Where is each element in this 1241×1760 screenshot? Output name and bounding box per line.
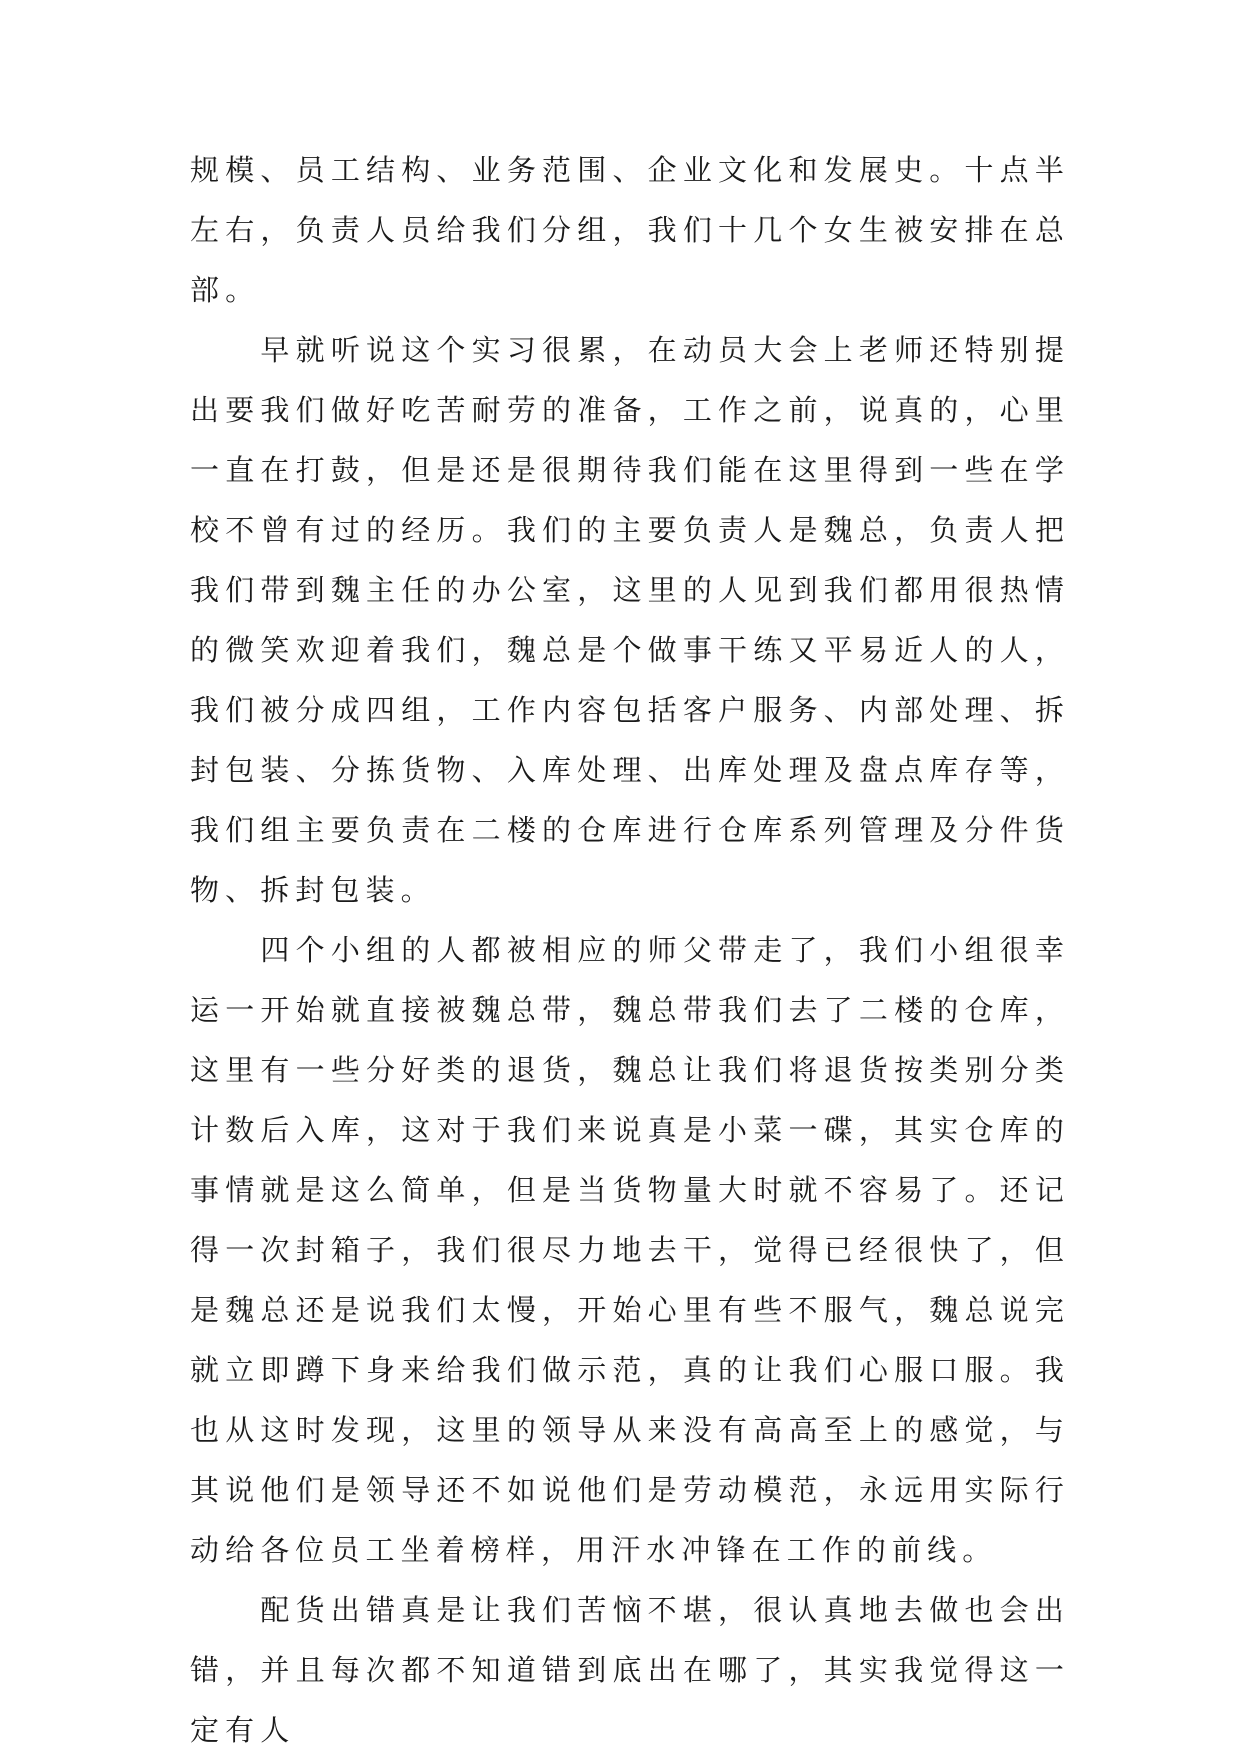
paragraph-4: 配货出错真是让我们苦恼不堪，很认真地去做也会出错，并且每次都不知道错到底出在哪了，其实我觉得这一定有人 <box>190 1593 1070 1747</box>
paragraph-2: 早就听说这个实习很累，在动员大会上老师还特别提出要我们做好吃苦耐劳的准备，工作之前，说真的，心里一直在打鼓，但是还是很期待我们能在这里得到一些在学校不曾有过的经历。我们的主要负责人是魏总，负责人把我们带到魏主任的办公室，这里的人见到我们都用很热情的微笑欢迎着我们，魏总是个做事干练又平易近人的人，我们被分成四组，工作内容包括客户服务、内部处理、拆封包装、分拣货物、入库处理、出库处理及盘点库存等，我们组主要负责在二楼的仓库进行仓库系列管理及分件货物、拆封包装。 <box>190 333 1070 907</box>
paragraph-1: 规模、员工结构、业务范围、企业文化和发展史。十点半左右，负责人员给我们分组，我们十几个女生被安排在总部。 <box>190 153 1070 307</box>
paragraph-3: 四个小组的人都被相应的师父带走了，我们小组很幸运一开始就直接被魏总带，魏总带我们去了二楼的仓库，这里有一些分好类的退货，魏总让我们将退货按类别分类计数后入库，这对于我们来说真是小菜一碟，其实仓库的事情就是这么简单，但是当货物量大时就不容易了。还记得一次封箱子，我们很尽力地去干，觉得已经很快了，但是魏总还是说我们太慢，开始心里有些不服气，魏总说完就立即蹲下身来给我们做示范，真的让我们心服口服。我也从这时发现，这里的领导从来没有高高至上的感觉，与其说他们是领导还不如说他们是劳动模范，永远用实际行动给各位员工坐着榜样，用汗水冲锋在工作的前线。 <box>190 933 1070 1567</box>
body-text <box>190 140 1070 1760</box>
